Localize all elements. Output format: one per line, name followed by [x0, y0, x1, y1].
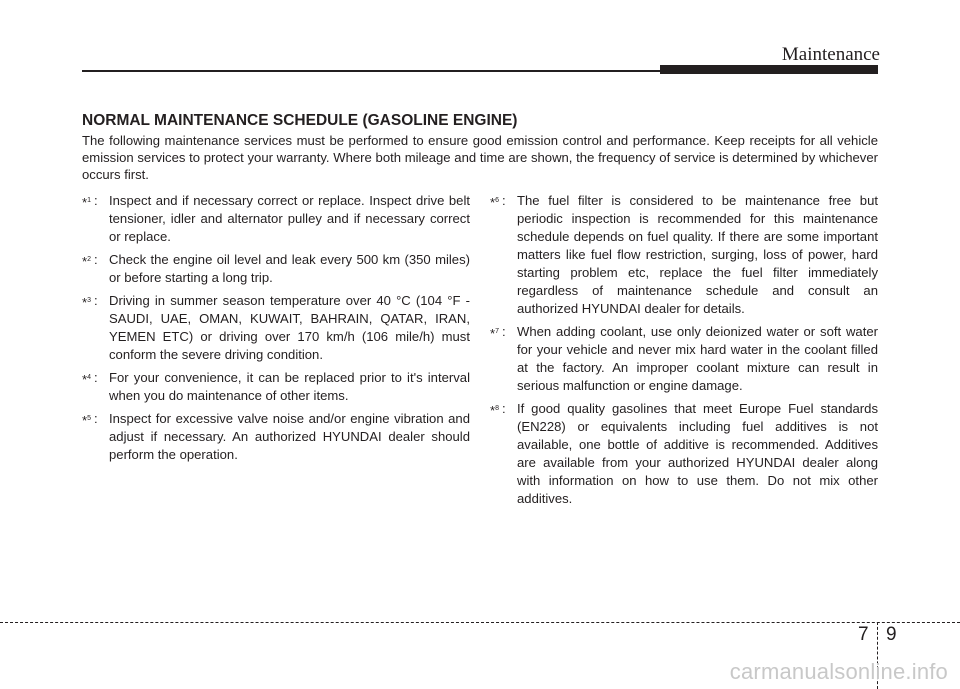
watermark-text: carmanualsonline.info: [729, 659, 948, 684]
footnote-text: The fuel filter is considered to be maintenance free but periodic inspection is recommended for this maintenance schedule depends on fuel quality. If there are some important matters like fuel flow restriction, surging, loss of power, hard starting problem etc, replace the fuel filter immediately regardless of maintenance schedule and consult an authorized HYUNDAI dealer for details.: [517, 193, 878, 316]
footnote-marker: *$^6$: [490, 195, 500, 210]
footnote-item: *$^5$ : Inspect for excessive valve noise and/or engine vibration and adjust if necessary. An authorized HYUNDAI dealer should perform the operation.: [82, 411, 470, 462]
footnote-marker: *$^1$: [82, 195, 92, 210]
footnote-text: When adding coolant, use only deionized water or soft water for your vehicle and never mix hard water in the coolant filled at the factory. An improper coolant mixture can result in serious malfunction or engine damage.: [517, 324, 878, 393]
page-heading: NORMAL MAINTENANCE SCHEDULE (GASOLINE ENGINE): [82, 112, 518, 129]
footnote-item: *$^4$ : For your convenience, it can be replaced prior to it's interval when you do maintenance of other items.: [82, 370, 470, 403]
footnote-marker: *$^5$: [82, 413, 92, 428]
header-rule-thick: [660, 65, 878, 74]
footnote-text: Inspect for excessive valve noise and/or engine vibration and adjust if necessary. An authorized HYUNDAI dealer should perform the operation.: [109, 411, 470, 462]
footnote-item: *$^8$ : If good quality gasolines that meet Europe Fuel standards (EN228) or equivalents including fuel additives is not available, one bottle of additive is recommended. Additives are available from your authorized HYUNDAI dealer along with information on how to use them. Do not mix other additives.: [490, 401, 878, 506]
footnote-marker: *$^4$: [82, 372, 92, 387]
footnote-marker: *$^7$: [490, 326, 500, 341]
notes-left-column: [82, 192, 470, 469]
intro-paragraph: The following maintenance services must be performed to ensure good emission control and performance. Keep receipts for all vehicle emission services to protect your warranty. Where both mileage and time are shown, the frequency of service is determined by whichever occurs first.: [82, 133, 878, 182]
footnote-text: For your convenience, it can be replaced prior to it's interval when you do maintenance of other items.: [109, 370, 470, 403]
page-number: 9: [886, 624, 897, 645]
footnote-marker: *$^8$: [490, 403, 500, 418]
footnote-text: If good quality gasolines that meet Europe Fuel standards (EN228) or equivalents including fuel additives is not available, one bottle of additive is recommended. Additives are available from your authorized HYUNDAI dealer along with information on how to use them. Do not mix other additives.: [517, 401, 878, 506]
page-chapter-number: 7: [858, 624, 869, 645]
header-rule-thin: [82, 70, 660, 72]
footnote-item: *$^7$ : When adding coolant, use only deionized water or soft water for your vehicle and never mix hard water in the coolant filled at the factory. An improper coolant mixture can result in serious malfunction or engine damage.: [490, 324, 878, 393]
footnote-item: *$^6$ : The fuel filter is considered to be maintenance free but periodic inspection is recommended for this maintenance schedule depends on fuel quality. If there are some important matters like fuel flow restriction, surging, loss of power, hard starting problem etc, replace the fuel filter immediately regardless of maintenance schedule and consult an authorized HYUNDAI dealer for details.: [490, 193, 878, 316]
footnote-text: Inspect and if necessary correct or replace. Inspect drive belt tensioner, idler and alternator pulley and if necessary correct or replace.: [109, 193, 470, 244]
notes-right-column: [490, 192, 878, 513]
footnote-marker: *$^2$: [82, 254, 92, 269]
footnote-text: Check the engine oil level and leak every 500 km (350 miles) or before starting a long trip.: [109, 252, 470, 285]
footnote-item: *$^3$ : Driving in summer season temperature over 40 °C (104 °F - SAUDI, UAE, OMAN, KUWAIT, BAHRAIN, QATAR, IRAN, YEMEN ETC) or driving over 170 km/h (106 mile/h) must conform the severe driving condition.: [82, 293, 470, 362]
footnote-text: Driving in summer season temperature over 40 °C (104 °F - SAUDI, UAE, OMAN, KUWAIT, BAHRAIN, QATAR, IRAN, YEMEN ETC) or driving over 170 km/h (106 mile/h) must conform the severe driving condition.: [109, 293, 470, 362]
footer-dashed-rule: [0, 622, 960, 623]
section-title: Maintenance: [781, 44, 880, 65]
footnote-item: *$^1$ : Inspect and if necessary correct or replace. Inspect drive belt tensioner, idler and alternator pulley and if necessary correct or replace.: [82, 193, 470, 244]
footnote-item: *$^2$ : Check the engine oil level and leak every 500 km (350 miles) or before starting a long trip.: [82, 252, 470, 285]
footnote-marker: *$^3$: [82, 295, 92, 310]
